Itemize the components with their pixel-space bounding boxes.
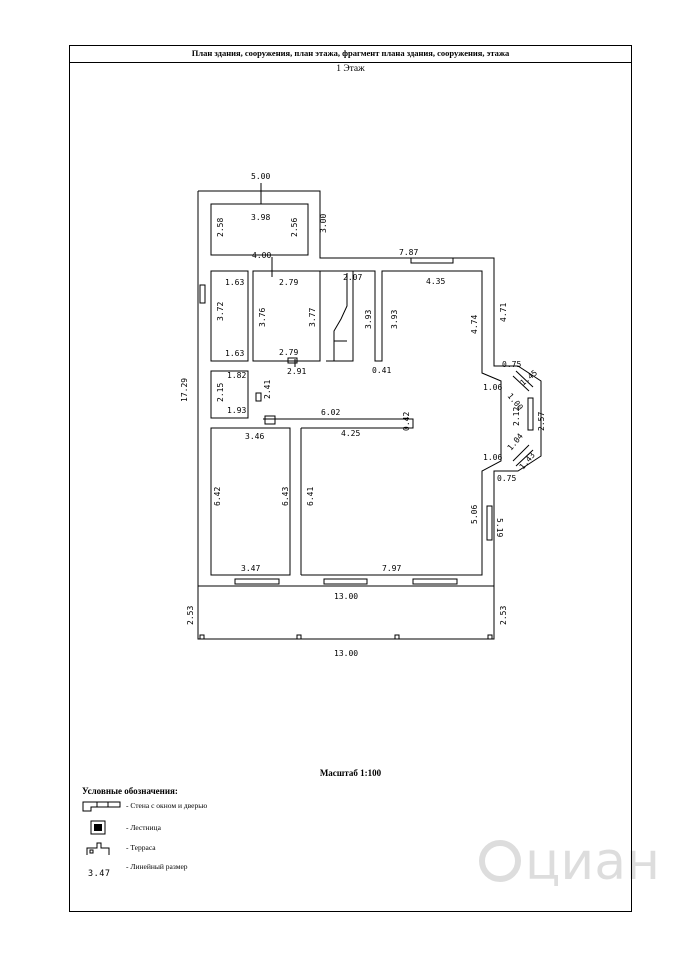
dim-label: 5.06 — [470, 504, 479, 524]
terrace-icon — [85, 841, 111, 857]
dim-label: 1.45 — [518, 368, 540, 388]
floor-label: 1 Этаж — [336, 64, 365, 74]
dim-label: 1.63 — [225, 349, 245, 358]
dim-label: 6.41 — [306, 486, 315, 506]
dim-label: 1.00 — [505, 391, 525, 413]
dim-label: 2.79 — [279, 348, 299, 357]
dim-label: 17.29 — [180, 377, 189, 402]
floor-plan — [70, 46, 633, 766]
dim-label: 3.98 — [251, 213, 271, 222]
dim-label: 2.58 — [216, 217, 225, 237]
dim-label: 6.02 — [321, 408, 341, 417]
dim-label: 4.74 — [470, 314, 479, 334]
svg-text:циан: циан — [525, 832, 661, 892]
dim-label: 4.35 — [426, 277, 446, 286]
dim-label: 1.63 — [225, 278, 245, 287]
cian-watermark-logo — [465, 821, 679, 901]
dim-label: 1.04 — [505, 431, 525, 453]
dim-label: 4.00 — [252, 251, 272, 260]
legend-item: - Линейный размер — [126, 862, 188, 871]
stair-outline — [326, 271, 353, 361]
dim-label: 3.72 — [216, 301, 225, 321]
dim-label: 5.00 — [251, 172, 271, 181]
dim-label: 1.93 — [227, 406, 247, 415]
dim-label: 6.42 — [213, 486, 222, 506]
dim-label: 3.46 — [245, 432, 265, 441]
dim-label: 2.79 — [279, 278, 299, 287]
dim-label: 2.57 — [537, 411, 546, 431]
dim-label: 0.42 — [402, 411, 411, 431]
dim-label: 5.19 — [495, 518, 504, 538]
legend-item: - Терраса — [126, 843, 156, 852]
window — [411, 258, 453, 263]
document-title: План здания, сооружения, план этажа, фрагмент плана здания, сооружения, этажа — [70, 46, 631, 63]
dim-label: 1.06 — [483, 383, 503, 392]
plan-sheet — [69, 45, 661, 912]
dim-label: 3.47 — [241, 564, 261, 573]
dim-label: 2.56 — [290, 217, 299, 237]
dim-label: 4.25 — [341, 429, 361, 438]
dim-label: 7.97 — [382, 564, 402, 573]
dim-label: 0.75 — [497, 474, 517, 483]
dim-label: 0.41 — [372, 366, 392, 375]
dim-label: 1.82 — [227, 371, 247, 380]
dim-label: 3.00 — [319, 213, 328, 233]
door — [265, 416, 275, 424]
dim-label: 1.43 — [517, 450, 537, 472]
window — [235, 579, 279, 584]
dim-label: 3.93 — [390, 309, 399, 329]
legend-item: - Стена с окном и дверью — [126, 801, 208, 810]
legend-item: - Лестница — [126, 823, 161, 832]
dim-label: 1.06 — [483, 453, 503, 462]
legend-title: Условные обозначения: — [82, 786, 178, 796]
dim-label: 2.41 — [263, 379, 272, 399]
dim-label: 7.87 — [399, 248, 419, 257]
stairs-icon — [88, 820, 108, 836]
stairs-steps — [334, 273, 347, 361]
dim-label: 6.43 — [281, 486, 290, 506]
dim-label: 2.53 — [186, 605, 195, 625]
dim-label: 4.71 — [499, 302, 508, 322]
dim-label: 2.12 — [512, 406, 521, 426]
wall-window-door-icon — [82, 799, 122, 813]
window — [200, 285, 205, 303]
dim-label: 0.75 — [502, 360, 522, 369]
window — [324, 579, 367, 584]
dim-label: 2.15 — [216, 382, 225, 402]
corridor-wall — [263, 419, 413, 428]
dimension-sample: 3.47 — [88, 869, 111, 879]
dim-label: 3.93 — [364, 309, 373, 329]
dim-label: 2.07 — [343, 273, 363, 282]
room-lower-left — [211, 428, 290, 575]
window — [487, 506, 492, 540]
dim-label: 13.00 — [334, 649, 359, 658]
window — [528, 398, 533, 430]
dim-label: 3.76 — [258, 307, 267, 327]
dim-label: 2.53 — [499, 605, 508, 625]
scale-label: Масштаб 1:100 — [319, 768, 382, 778]
door — [256, 393, 261, 401]
window — [413, 579, 457, 584]
dim-label: 13.00 — [334, 592, 359, 601]
dim-label: 2.91 — [287, 367, 307, 376]
dim-label: 3.77 — [308, 307, 317, 327]
